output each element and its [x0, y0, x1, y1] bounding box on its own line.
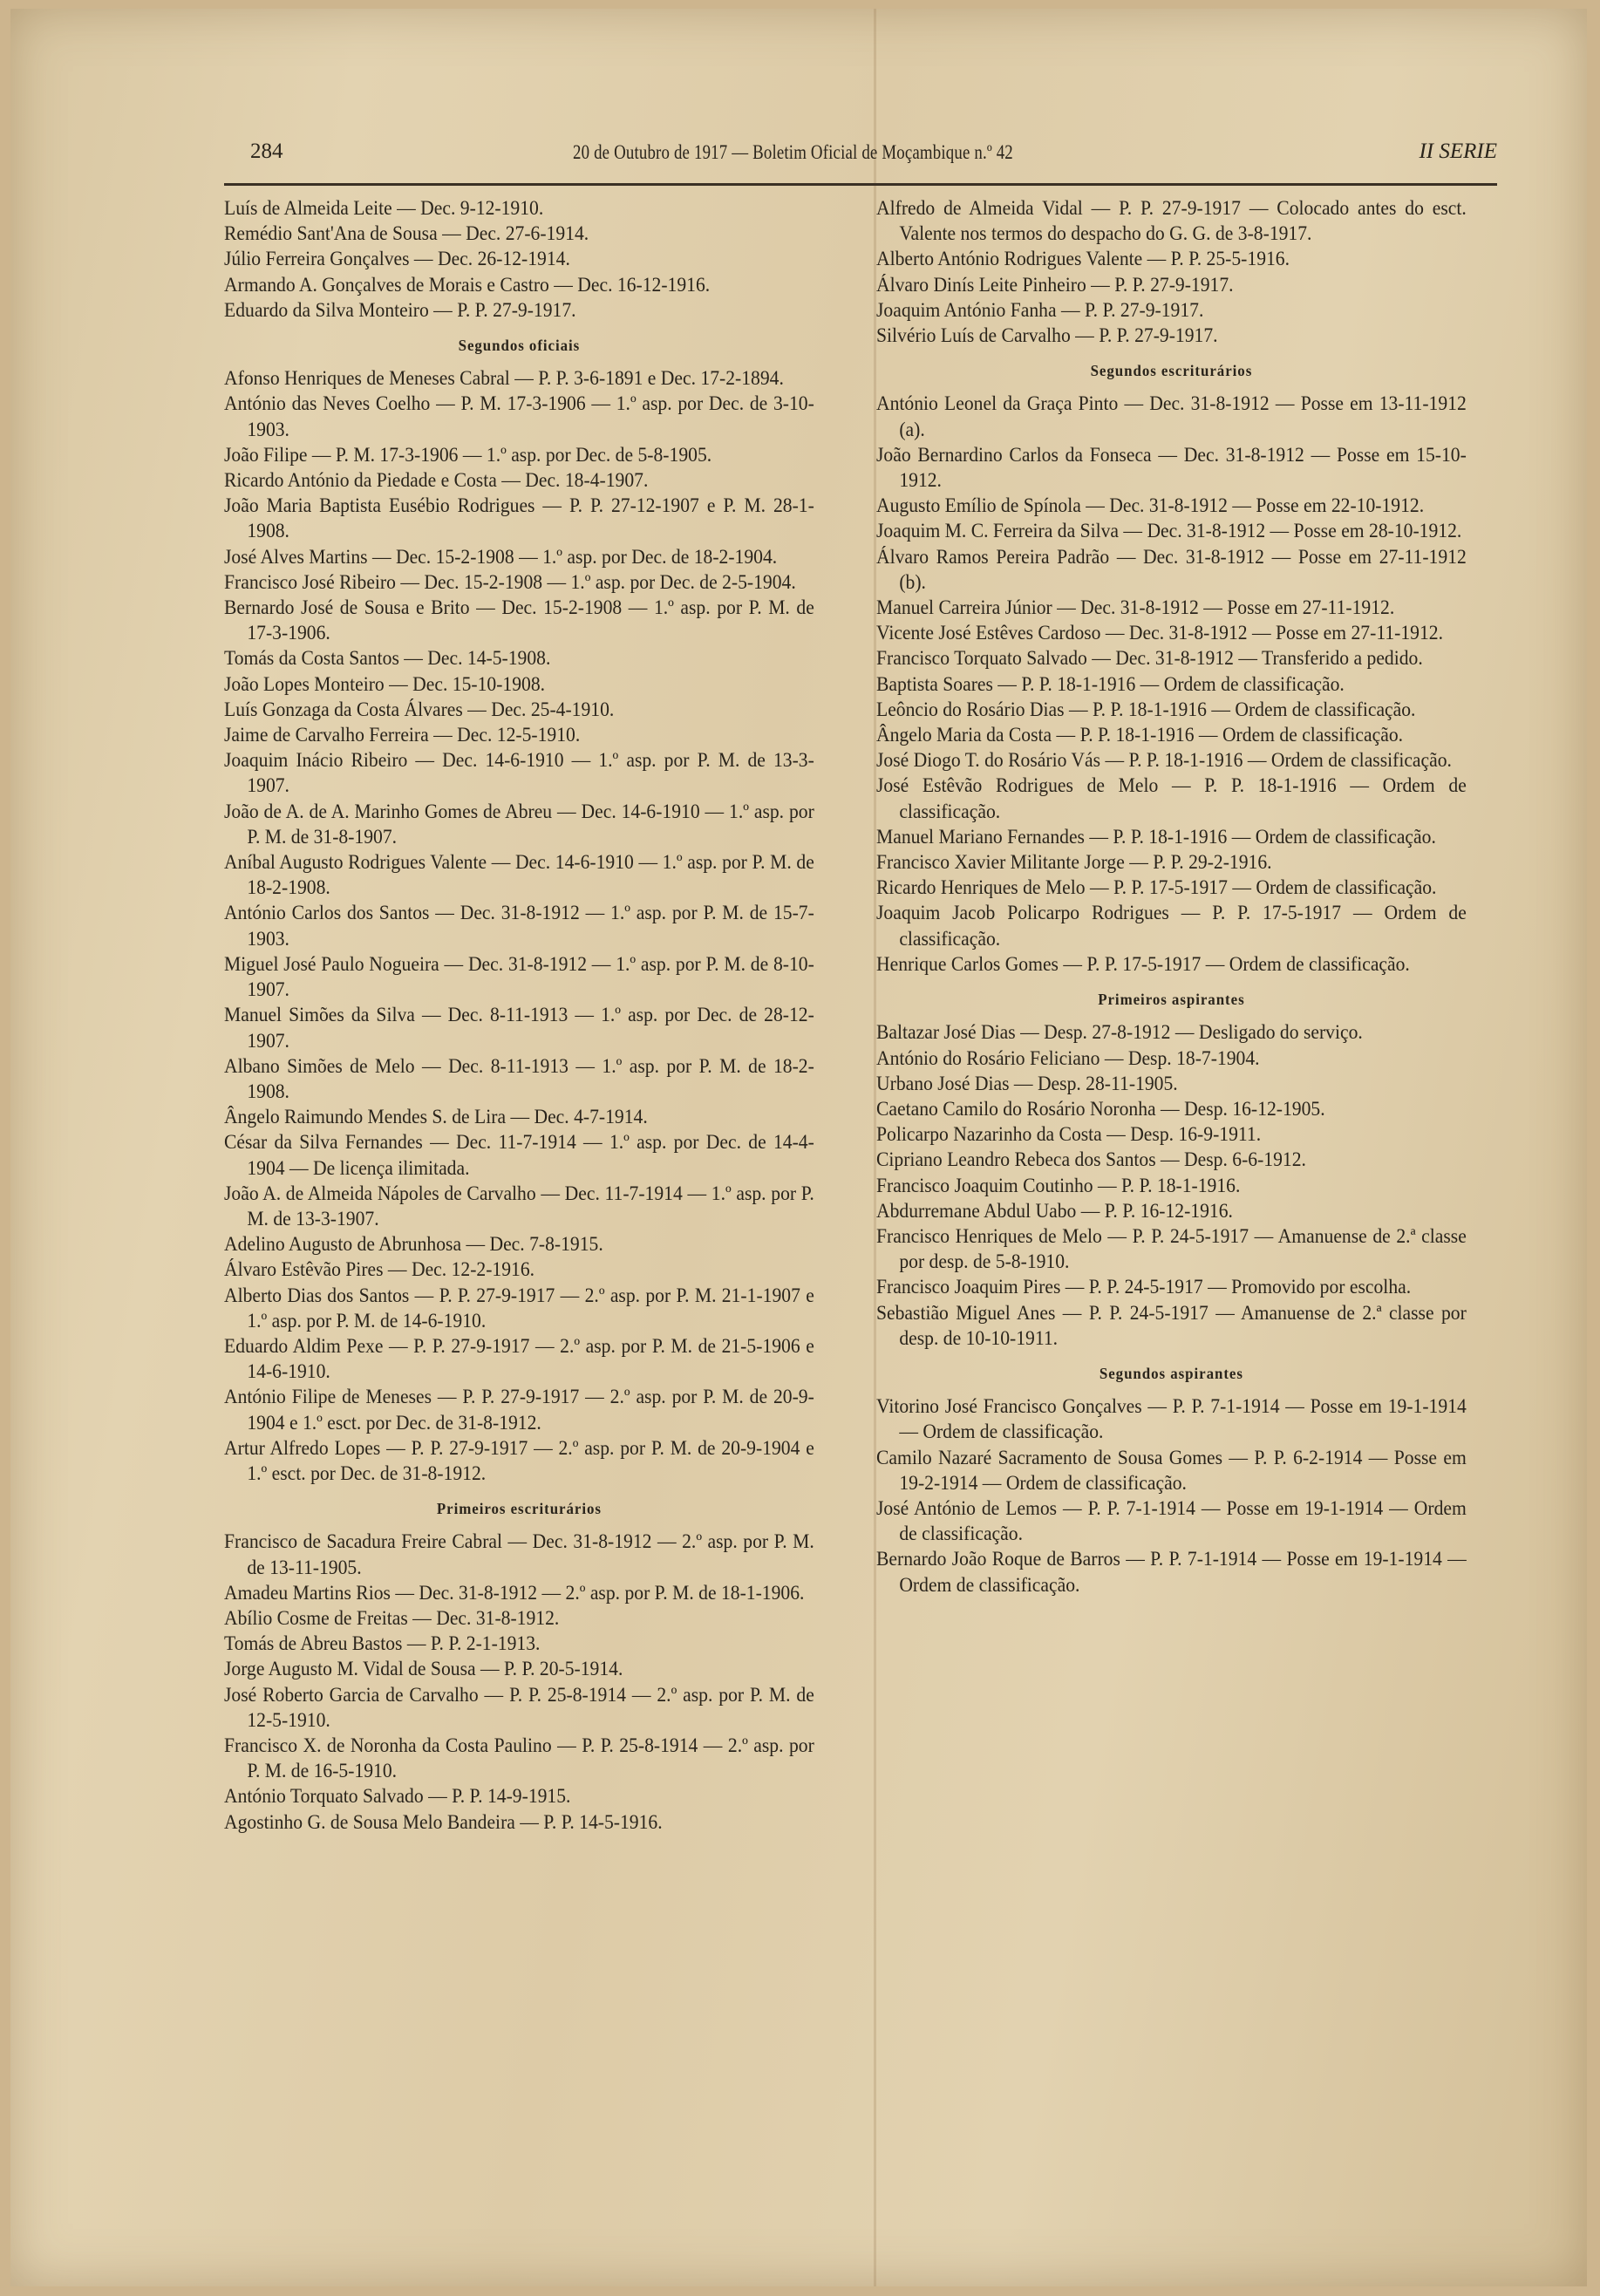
list-entry: Artur Alfredo Lopes — P. P. 27-9-1917 — 2.º asp. por P. M. de 20-9-1904 e 1.º esct. por Dec. de 31-8-1912. [224, 1436, 814, 1484]
list-entry: Baptista Soares — P. P. 18-1-1916 — Ordem de classificação. [876, 672, 1345, 695]
list-entry: Miguel José Paulo Nogueira — Dec. 31-8-1912 — 1.º asp. por P. M. de 8-10-1907. [224, 952, 814, 1001]
list-entry: Agostinho G. de Sousa Melo Bandeira — P. P. 14-5-1916. [224, 1810, 663, 1833]
list-entry: Alberto Dias dos Santos — P. P. 27-9-1917 — 2.º asp. por P. M. 21-1-1907 e 1.º asp. por P. M. de 14-6-1910. [224, 1284, 814, 1332]
right-section3-list [876, 1393, 1467, 1598]
list-entry: Joaquim M. C. Ferreira da Silva — Dec. 31-8-1912 — Posse em 28-10-1912. [876, 520, 1462, 542]
list-entry: Eduardo Aldim Pexe — P. P. 27-9-1917 — 2.º asp. por P. M. de 21-5-1906 e 14-6-1910. [224, 1334, 814, 1383]
right-top-list [876, 195, 1467, 348]
list-entry: João de A. de A. Marinho Gomes de Abreu — Dec. 14-6-1910 — 1.º asp. por P. M. de 31-8-1907. [224, 800, 814, 848]
list-entry: António Leonel da Graça Pinto — Dec. 31-8-1912 — Posse em 13-11-1912 (a). [876, 392, 1467, 440]
section-title: Primeiros aspirantes [1098, 991, 1245, 1009]
list-entry: Tomás da Costa Santos — Dec. 14-5-1908. [224, 647, 551, 670]
list-entry: João Lopes Monteiro — Dec. 15-10-1908. [224, 672, 546, 695]
series-label: II SERIE [1419, 140, 1497, 163]
list-entry: Álvaro Dinís Leite Pinheiro — P. P. 27-9-1917. [876, 273, 1234, 296]
header-rule [224, 183, 1497, 186]
list-entry: Ângelo Raimundo Mendes S. de Lira — Dec. 4-7-1914. [224, 1106, 648, 1128]
list-entry: Henrique Carlos Gomes — P. P. 17-5-1917 — Ordem de classificação. [876, 952, 1410, 975]
left-section2-list [224, 1529, 814, 1834]
list-entry: Armando A. Gonçalves de Morais e Castro — Dec. 16-12-1916. [224, 273, 711, 296]
list-entry: Ricardo Henriques de Melo — P. P. 17-5-1917 — Ordem de classificação. [876, 876, 1437, 899]
list-entry: Alfredo de Almeida Vidal — P. P. 27-9-1917 — Colocado antes do esct. Valente nos termos do despacho do G. G. de 3-8-1917. [876, 197, 1467, 245]
list-entry: Álvaro Estêvão Pires — Dec. 12-2-1916. [224, 1258, 535, 1281]
list-entry: António do Rosário Feliciano — Desp. 18-7-1904. [876, 1046, 1260, 1069]
list-entry: João Filipe — P. M. 17-3-1906 — 1.º asp. por Dec. de 5-8-1905. [224, 443, 712, 466]
list-entry: José Estêvão Rodrigues de Melo — P. P. 18-1-1916 — Ordem de classificação. [876, 774, 1467, 822]
list-entry: Joaquim Inácio Ribeiro — Dec. 14-6-1910 — 1.º asp. por P. M. de 13-3-1907. [224, 749, 814, 797]
list-entry: Joaquim António Fanha — P. P. 27-9-1917. [876, 298, 1204, 321]
list-entry: Sebastião Miguel Anes — P. P. 24-5-1917 — Amanuense de 2.ª classe por desp. de 10-10-1911. [876, 1301, 1467, 1349]
list-entry: Augusto Emílio de Spínola — Dec. 31-8-1912 — Posse em 22-10-1912. [876, 494, 1425, 517]
publication-title: 20 de Outubro de 1917 — Boletim Oficial de Moçambique n.º 42 [573, 141, 1013, 163]
list-entry: Francisco Torquato Salvado — Dec. 31-8-1912 — Transferido a pedido. [876, 647, 1423, 670]
list-entry: Manuel Simões da Silva — Dec. 8-11-1913 — 1.º asp. por Dec. de 28-12-1907. [224, 1004, 814, 1052]
document-page [10, 9, 1587, 2286]
list-entry: Amadeu Martins Rios — Dec. 31-8-1912 — 2.º asp. por P. M. de 18-1-1906. [224, 1581, 805, 1604]
left-column [224, 195, 814, 1835]
list-entry: Francisco Joaquim Pires — P. P. 24-5-1917 — Promovido por escolha. [876, 1276, 1412, 1298]
list-entry: Bernardo João Roque de Barros — P. P. 7-1-1914 — Posse em 19-1-1914 — Ordem de classificação. [876, 1548, 1467, 1596]
list-entry: António Torquato Salvado — P. P. 14-9-1915. [224, 1785, 571, 1808]
list-entry: Aníbal Augusto Rodrigues Valente — Dec. 14-6-1910 — 1.º asp. por P. M. de 18-2-1908. [224, 851, 814, 899]
list-entry: Vicente José Estêves Cardoso — Dec. 31-8-1912 — Posse em 27-11-1912. [876, 622, 1443, 644]
list-entry: Camilo Nazaré Sacramento de Sousa Gomes — P. P. 6-2-1914 — Posse em 19-2-1914 — Ordem de classificação. [876, 1446, 1467, 1494]
list-entry: Alberto António Rodrigues Valente — P. P. 25-5-1916. [876, 248, 1290, 270]
list-entry: Eduardo da Silva Monteiro — P. P. 27-9-1917. [224, 298, 576, 321]
list-entry: Luís Gonzaga da Costa Álvares — Dec. 25-4-1910. [224, 698, 615, 720]
list-entry: João Bernardino Carlos da Fonseca — Dec. 31-8-1912 — Posse em 15-10-1912. [876, 443, 1467, 492]
left-top-list [224, 195, 814, 323]
list-entry: Ângelo Maria da Costa — P. P. 18-1-1916 — Ordem de classificação. [876, 724, 1404, 746]
list-entry: Policarpo Nazarinho da Costa — Desp. 16-9-1911. [876, 1123, 1262, 1146]
list-entry: José António de Lemos — P. P. 7-1-1914 — Posse em 19-1-1914 — Ordem de classificação. [876, 1496, 1467, 1545]
list-entry: António Filipe de Meneses — P. P. 27-9-1917 — 2.º asp. por P. M. de 20-9-1904 e 1.º esct. por Dec. de 31-8-1912. [224, 1386, 814, 1434]
list-entry: Ricardo António da Piedade e Costa — Dec. 18-4-1907. [224, 469, 649, 492]
section-title: Primeiros escriturários [436, 1500, 602, 1518]
list-entry: António Carlos dos Santos — Dec. 31-8-1912 — 1.º asp. por P. M. de 15-7-1903. [224, 902, 814, 950]
left-section1-list [224, 365, 814, 1486]
list-entry: Adelino Augusto de Abrunhosa — Dec. 7-8-1915. [224, 1233, 603, 1256]
section-title: Segundos oficiais [458, 337, 581, 355]
list-entry: José Diogo T. do Rosário Vás — P. P. 18-1-1916 — Ordem de classificação. [876, 749, 1452, 772]
list-entry: Remédio Sant'Ana de Sousa — Dec. 27-6-1914. [224, 222, 589, 245]
list-entry: Silvério Luís de Carvalho — P. P. 27-9-1917. [876, 324, 1218, 347]
list-entry: Caetano Camilo do Rosário Noronha — Desp. 16-12-1905. [876, 1097, 1325, 1120]
list-entry: José Roberto Garcia de Carvalho — P. P. 25-8-1914 — 2.º asp. por P. M. de 12-5-1910. [224, 1683, 814, 1731]
list-entry: Tomás de Abreu Bastos — P. P. 2-1-1913. [224, 1632, 541, 1655]
list-entry: Manuel Carreira Júnior — Dec. 31-8-1912 — Posse em 27-11-1912. [876, 596, 1395, 619]
list-entry: Jorge Augusto M. Vidal de Sousa — P. P. 20-5-1914. [224, 1658, 623, 1680]
list-entry: Manuel Mariano Fernandes — P. P. 18-1-1916 — Ordem de classificação. [876, 825, 1436, 848]
list-entry: Joaquim Jacob Policarpo Rodrigues — P. P. 17-5-1917 — Ordem de classificação. [876, 902, 1467, 950]
list-entry: Francisco Xavier Militante Jorge — P. P. 29-2-1916. [876, 851, 1272, 874]
section-title: Segundos aspirantes [1099, 1364, 1243, 1382]
list-entry: Francisco José Ribeiro — Dec. 15-2-1908 — 1.º asp. por Dec. de 2-5-1904. [224, 570, 796, 593]
right-section2-list [876, 1019, 1467, 1351]
list-entry: Júlio Ferreira Gonçalves — Dec. 26-12-1914. [224, 248, 570, 270]
list-entry: Bernardo José de Sousa e Brito — Dec. 15-2-1908 — 1.º asp. por P. M. de 17-3-1906. [224, 596, 814, 644]
page-number: 284 [250, 140, 283, 163]
list-entry: António das Neves Coelho — P. M. 17-3-1906 — 1.º asp. por Dec. de 3-10-1903. [224, 392, 814, 440]
list-entry: João A. de Almeida Nápoles de Carvalho — Dec. 11-7-1914 — 1.º asp. por P. M. de 13-3-1907. [224, 1182, 814, 1230]
list-entry: Vitorino José Francisco Gonçalves — P. P. 7-1-1914 — Posse em 19-1-1914 — Ordem de classificação. [876, 1395, 1467, 1443]
list-entry: Baltazar José Dias — Desp. 27-8-1912 — Desligado do serviço. [876, 1021, 1363, 1044]
list-entry: Francisco Joaquim Coutinho — P. P. 18-1-1916. [876, 1174, 1241, 1196]
right-section1-list [876, 391, 1467, 977]
list-entry: Abílio Cosme de Freitas — Dec. 31-8-1912. [224, 1606, 560, 1629]
list-entry: Álvaro Ramos Pereira Padrão — Dec. 31-8-1912 — Posse em 27-11-1912 (b). [876, 545, 1467, 593]
list-entry: Afonso Henriques de Meneses Cabral — P. P. 3-6-1891 e Dec. 17-2-1894. [224, 367, 784, 390]
section-title: Segundos escriturários [1090, 362, 1253, 380]
list-entry: César da Silva Fernandes — Dec. 11-7-1914 — 1.º asp. por Dec. de 14-4-1904 — De licença ilimitada. [224, 1131, 814, 1179]
right-column [876, 195, 1467, 1598]
list-entry: José Alves Martins — Dec. 15-2-1908 — 1.º asp. por Dec. de 18-2-1904. [224, 545, 778, 568]
list-entry: João Maria Baptista Eusébio Rodrigues — P. P. 27-12-1907 e P. M. 28-1-1908. [224, 494, 814, 542]
list-entry: Leôncio do Rosário Dias — P. P. 18-1-1916 — Ordem de classificação. [876, 698, 1416, 720]
list-entry: Cipriano Leandro Rebeca dos Santos — Desp. 6-6-1912. [876, 1148, 1306, 1171]
list-entry: Luís de Almeida Leite — Dec. 9-12-1910. [224, 197, 544, 219]
page-header [250, 140, 1497, 174]
list-entry: Albano Simões de Melo — Dec. 8-11-1913 — 1.º asp. por P. M. de 18-2-1908. [224, 1054, 814, 1102]
list-entry: Urbano José Dias — Desp. 28-11-1905. [876, 1072, 1178, 1094]
list-entry: Abdurremane Abdul Uabo — P. P. 16-12-1916. [876, 1199, 1233, 1222]
list-entry: Francisco X. de Noronha da Costa Paulino — P. P. 25-8-1914 — 2.º asp. por P. M. de 16-5-1910. [224, 1734, 814, 1782]
list-entry: Jaime de Carvalho Ferreira — Dec. 12-5-1910. [224, 724, 581, 746]
list-entry: Francisco de Sacadura Freire Cabral — Dec. 31-8-1912 — 2.º asp. por P. M. de 13-11-1905. [224, 1530, 814, 1578]
list-entry: Francisco Henriques de Melo — P. P. 24-5-1917 — Amanuense de 2.ª classe por desp. de 5-8-1910. [876, 1224, 1467, 1273]
